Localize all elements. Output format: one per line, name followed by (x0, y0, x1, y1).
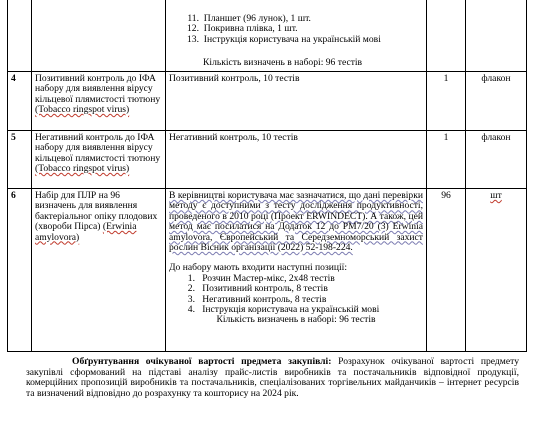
qty-cell (427, 0, 466, 72)
justification-heading: Обґрунтування очікуваної вартості предмета закупівлі: (72, 356, 332, 367)
spec-cell (166, 189, 427, 352)
component-list (185, 274, 423, 316)
count-note: Кількість визначень в наборі: 96 тестів (203, 57, 363, 69)
item-name: Набір для ПЛР на 96 визначень для виявлення бактеріальног опіку плодових (хвороби Пірса) (35, 190, 158, 233)
list-item: 4. Інструкція користувача на українській мові (187, 304, 380, 316)
table-row (8, 72, 527, 131)
spec-cell: Позитивний контроль, 10 тестів (166, 72, 427, 131)
qty-cell: 1 (427, 131, 466, 189)
list-item: 13. Інструкція користувача на українській мові (187, 33, 381, 45)
unit-cell: флакон (466, 131, 527, 189)
price-justification (26, 357, 519, 400)
item-name-latin: (Tobacco ringspot virus) (35, 104, 130, 116)
spec-intro: До набору мають входити наступні позиції: (169, 262, 347, 274)
unit-cell: шт (466, 189, 527, 352)
item-name-latin: (Erwinia amylovora) (35, 221, 137, 243)
name-cell (32, 72, 166, 131)
name-cell (32, 131, 166, 189)
item-name: Позитивний контроль до ІФА набору для виявлення вірусу кільцевої плямистості тютюну (35, 73, 161, 105)
spec-cell: Негативний контроль, 10 тестів (166, 131, 427, 189)
list-item: 12. Покривна плівка, 1 шт. (187, 23, 298, 35)
qty-cell: 96 (427, 189, 466, 352)
name-cell (32, 0, 166, 72)
spec-cell (166, 0, 427, 72)
qty-cell: 1 (427, 72, 466, 131)
list-item: 1. Розчин Мастер-мікс, 2х48 тестів (187, 272, 335, 284)
item-name: Негативний контроль до ІФА набору для виявлення вірусу кільцевої плямистості тютюну (35, 132, 161, 164)
unit-cell (466, 0, 527, 72)
unit-cell: флакон (466, 72, 527, 131)
list-item: 3. Негативний контроль, 8 тестів (187, 293, 327, 305)
row-number: 6 (8, 189, 32, 352)
list-item: 11. Планшет (96 лунок), 1 шт. (187, 13, 311, 24)
row-number: 5 (8, 131, 32, 189)
list-item: 2. Позитивний контроль, 8 тестів (187, 283, 328, 295)
row-number: 4 (8, 72, 32, 131)
specification-table (7, 0, 527, 352)
num-cell (8, 0, 32, 72)
count-note: Кількість визначень в наборі: 96 тестів (216, 314, 376, 326)
spec-paragraph: В керівництві користувача має зазначатися, що дані перевірки методу є доступними з тесту дослідження продуктивності, проведеного в 2010 році (Проект ERWINDECT). А також, цей метод має посилатися на Додаток 12 до PM7/20 (3) Erwinia amylovora, Європейський та Середземноморський захист рослин Вісник організації (2022) 52-198-224. (169, 190, 423, 254)
table-row (8, 131, 527, 189)
item-name-latin: (Tobacco ringspot virus) (35, 163, 130, 175)
justification-body: Розрахунок очікуваної вартості предмету закупівлі сформований на підставі аналізу прайс-листів виробників та постачальників відповідної продукції, комерційних пропозицій виробників та постачальників, спеціалізованих торгівельних майданчиків – інтернет ресурсів та визначений відповідно до розрахунку та кошторису на 2024 рік. (26, 356, 519, 400)
table-row (8, 189, 527, 352)
component-list (183, 14, 423, 45)
name-cell (32, 189, 166, 352)
table-row (8, 0, 527, 72)
